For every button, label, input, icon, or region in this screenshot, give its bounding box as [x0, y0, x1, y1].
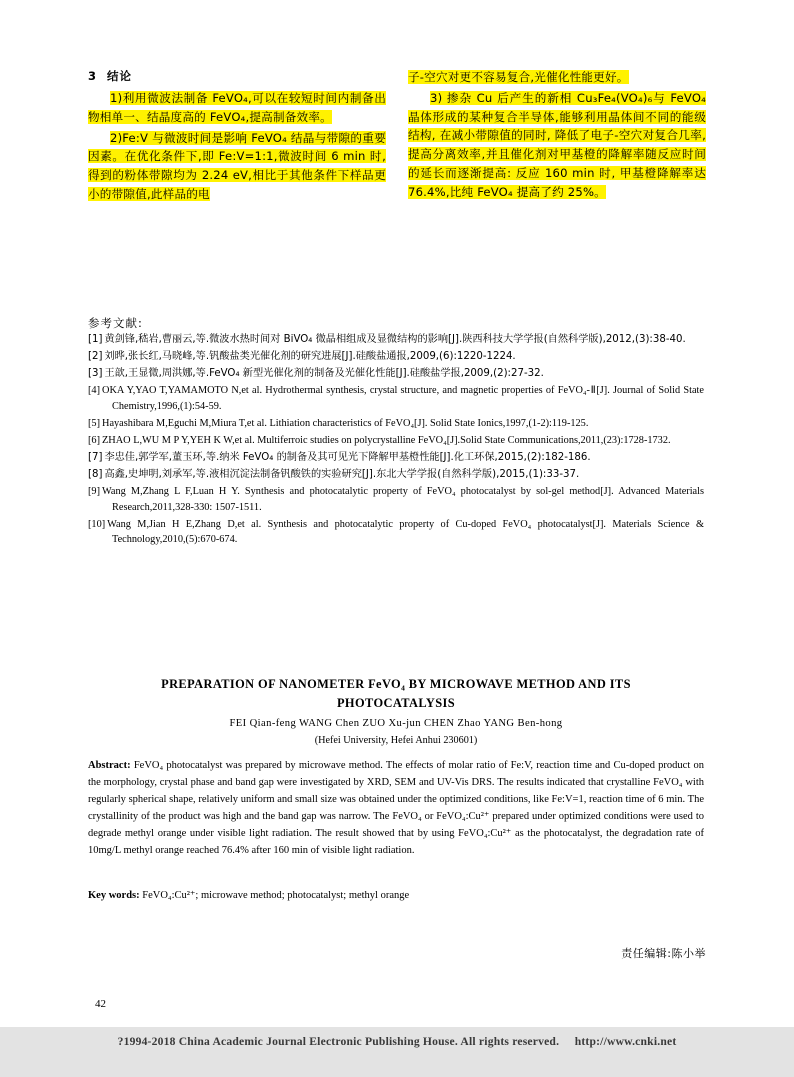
conclusion-section — [88, 68, 706, 206]
abstract-label: Abstract: — [88, 760, 131, 771]
reference-text: ZHAO L,WU M P Y,YEH K W,et al. Multiferroic studies on polycrystalline FeVO₄[J].Solid State Communications,2011,(23):1728-1732. — [102, 434, 671, 446]
english-affiliation: (Hefei University, Hefei Anhui 230601) — [314, 735, 478, 746]
reference-item — [88, 383, 704, 414]
reference-item — [88, 366, 704, 382]
reference-text: Wang M,Jian H E,Zhang D,et al. Synthesis and photocatalytic property of Cu-doped FeVO₄ photocatalyst[J]. Materials Science & Technology,2010,(5):670-674. — [107, 518, 704, 546]
reference-index: [9] — [88, 486, 101, 498]
references-list — [88, 332, 704, 550]
responsible-editor: 责任编辑:陈小举 — [621, 947, 706, 960]
reference-text: 李忠佳,郭学军,董玉环,等.纳米 FeVO₄ 的制备及其可见光下降解甲基橙性能[J].化工环保,2015,(2):182-186. — [104, 452, 591, 464]
keywords-text: FeVO₄:Cu²⁺; microwave method; photocatalyst; methyl orange — [139, 890, 410, 901]
english-title-line2: PHOTOCATALYSIS — [336, 695, 456, 710]
reference-index: [6] — [88, 434, 101, 446]
reference-index: [8] — [88, 469, 103, 481]
english-title — [88, 675, 704, 712]
conclusion-heading — [88, 68, 386, 84]
english-authors: FEI Qian-feng WANG Chen ZUO Xu-jun CHEN Zhao YANG Ben-hong — [229, 718, 563, 729]
conclusion-left-column — [88, 68, 386, 206]
reference-index: [3] — [88, 368, 103, 379]
reference-text: Hayashibara M,Eguchi M,Miura T,et al. Lithiation characteristics of FeVO₄[J]. Solid State Ionics,1997,(1-2):119-125. — [102, 417, 589, 429]
reference-index: [10] — [88, 518, 106, 530]
reference-text: 高鑫,史坤明,刘承军,等.液相沉淀法制备钒酸铁的实验研究[J].东北大学学报(自然科学版),2015,(1):33-37. — [104, 469, 580, 481]
highlighted-text: 子-空穴对更不容易复合,光催化性能更好。 — [408, 70, 629, 84]
reference-index: [4] — [88, 385, 101, 396]
reference-item — [88, 349, 704, 365]
english-abstract — [88, 757, 704, 859]
conclusion-paragraph — [408, 68, 706, 87]
conclusion-paragraph — [88, 129, 386, 204]
footer-url[interactable]: http://www.cnki.net — [574, 1035, 677, 1048]
page-number: 42 — [95, 998, 106, 1010]
reference-index: [2] — [88, 351, 103, 362]
reference-item — [88, 484, 704, 515]
english-keywords — [88, 888, 704, 905]
reference-item — [88, 433, 704, 449]
conclusion-right-column — [408, 68, 706, 206]
reference-item — [88, 332, 704, 348]
reference-item — [88, 517, 704, 548]
conclusion-title: 结论 — [107, 69, 133, 83]
highlighted-text: 3) 掺杂 Cu 后产生的新相 Cu₃Fe₄(VO₄)₆与 FeVO₄ 晶体形成的某种复合半导体,能够利用晶体间不同的能级结构, 在减小带隙值的同时, 降低了电子-空穴对复合几率,提高分离效率,并且催化剂对甲基橙的降解率随反应时间的延长而逐渐提高: 反应 160 min 时, 甲基橙降解率达 76.4%,比纯 FeVO₄ 提高了约 25%。 — [408, 90, 706, 199]
reference-text: 王歆,王显微,周洪娜,等.FeVO₄ 新型光催化剂的制备及光催化性能[J].硅酸盐学报,2009,(2):27-32. — [104, 368, 544, 379]
english-title-line1: PREPARATION OF NANOMETER FeVO₄ BY MICROWAVE METHOD AND ITS — [161, 677, 631, 691]
highlighted-text: 2)Fe:V 与微波时间是影响 FeVO₄ 结晶与带隙的重要因素。在优化条件下,即 Fe:V=1:1,微波时间 6 min 时,得到的粉体带隙均为 2.24 eV,相比于其他条件下样品更小的带隙值,此样品的电 — [88, 130, 386, 201]
conclusion-paragraph — [88, 89, 386, 127]
footer-copyright — [0, 1035, 794, 1048]
reference-text: 黄剑锋,嵇岩,曹丽云,等.微波水热时间对 BiVO₄ 微晶相组成及显微结构的影响[J].陕西科技大学学报(自然科学版),2012,(3):38-40. — [104, 334, 686, 345]
highlighted-text: 1)利用微波法制备 FeVO₄,可以在较短时间内制备出物相单一、结晶度高的 FeVO₄,提高制备效率。 — [88, 91, 386, 124]
references-heading: 参考文献: — [88, 316, 143, 330]
reference-text: 刘晔,张长红,马晓峰,等.钒酸盐类光催化剂的研究进展[J].硅酸盐通报,2009,(6):1220-1224. — [104, 351, 516, 362]
reference-item — [88, 416, 704, 432]
reference-index: [1] — [88, 334, 103, 345]
reference-index: [7] — [88, 452, 103, 464]
reference-item — [88, 450, 704, 466]
reference-item — [88, 467, 704, 483]
reference-text: Wang M,Zhang L F,Luan H Y. Synthesis and photocatalytic property of FeVO₄ photocatalyst by sol-gel method[J]. Advanced Materials Research,2011,328-330: 1507-1511. — [102, 486, 704, 513]
reference-text: OKA Y,YAO T,YAMAMOTO N,et al. Hydrothermal synthesis, crystal structure, and magnetic properties of FeVO₄-Ⅱ[J]. Journal of Solid State Chemistry,1996,(1):54-59. — [102, 385, 704, 412]
conclusion-paragraph — [408, 89, 706, 202]
abstract-text: FeVO₄ photocatalyst was prepared by microwave method. The effects of molar ratio of Fe:V, reaction time and Cu-doped product on the morphology, crystal phase and band gap were investigated by XRD, SEM and UV-Vis DRS. The results indicated that crystalline FeVO₄ with regularly spherical shape, relatively uniform and small size was obtained under the optimized conditions, like Fe:V=1, reaction time of 6 min. The crystallinity of the product was high and the band gap was narrow. The FeVO₄ or FeVO₄:Cu²⁺ prepared under optimized conditions were used to degrade methyl orange under visible light radiation. The result showed that by using FeVO₄:Cu²⁺ as the photocatalyst, the degradation rate of 10mg/L methyl orange reached 76.4% after 160 min of visible light radiation. — [88, 760, 704, 856]
reference-index: [5] — [88, 417, 101, 429]
keywords-label: Key words: — [88, 890, 140, 901]
footer-copyright-text: ?1994-2018 China Academic Journal Electronic Publishing House. All rights reserved. — [117, 1035, 560, 1048]
conclusion-number: 3 — [88, 69, 98, 83]
